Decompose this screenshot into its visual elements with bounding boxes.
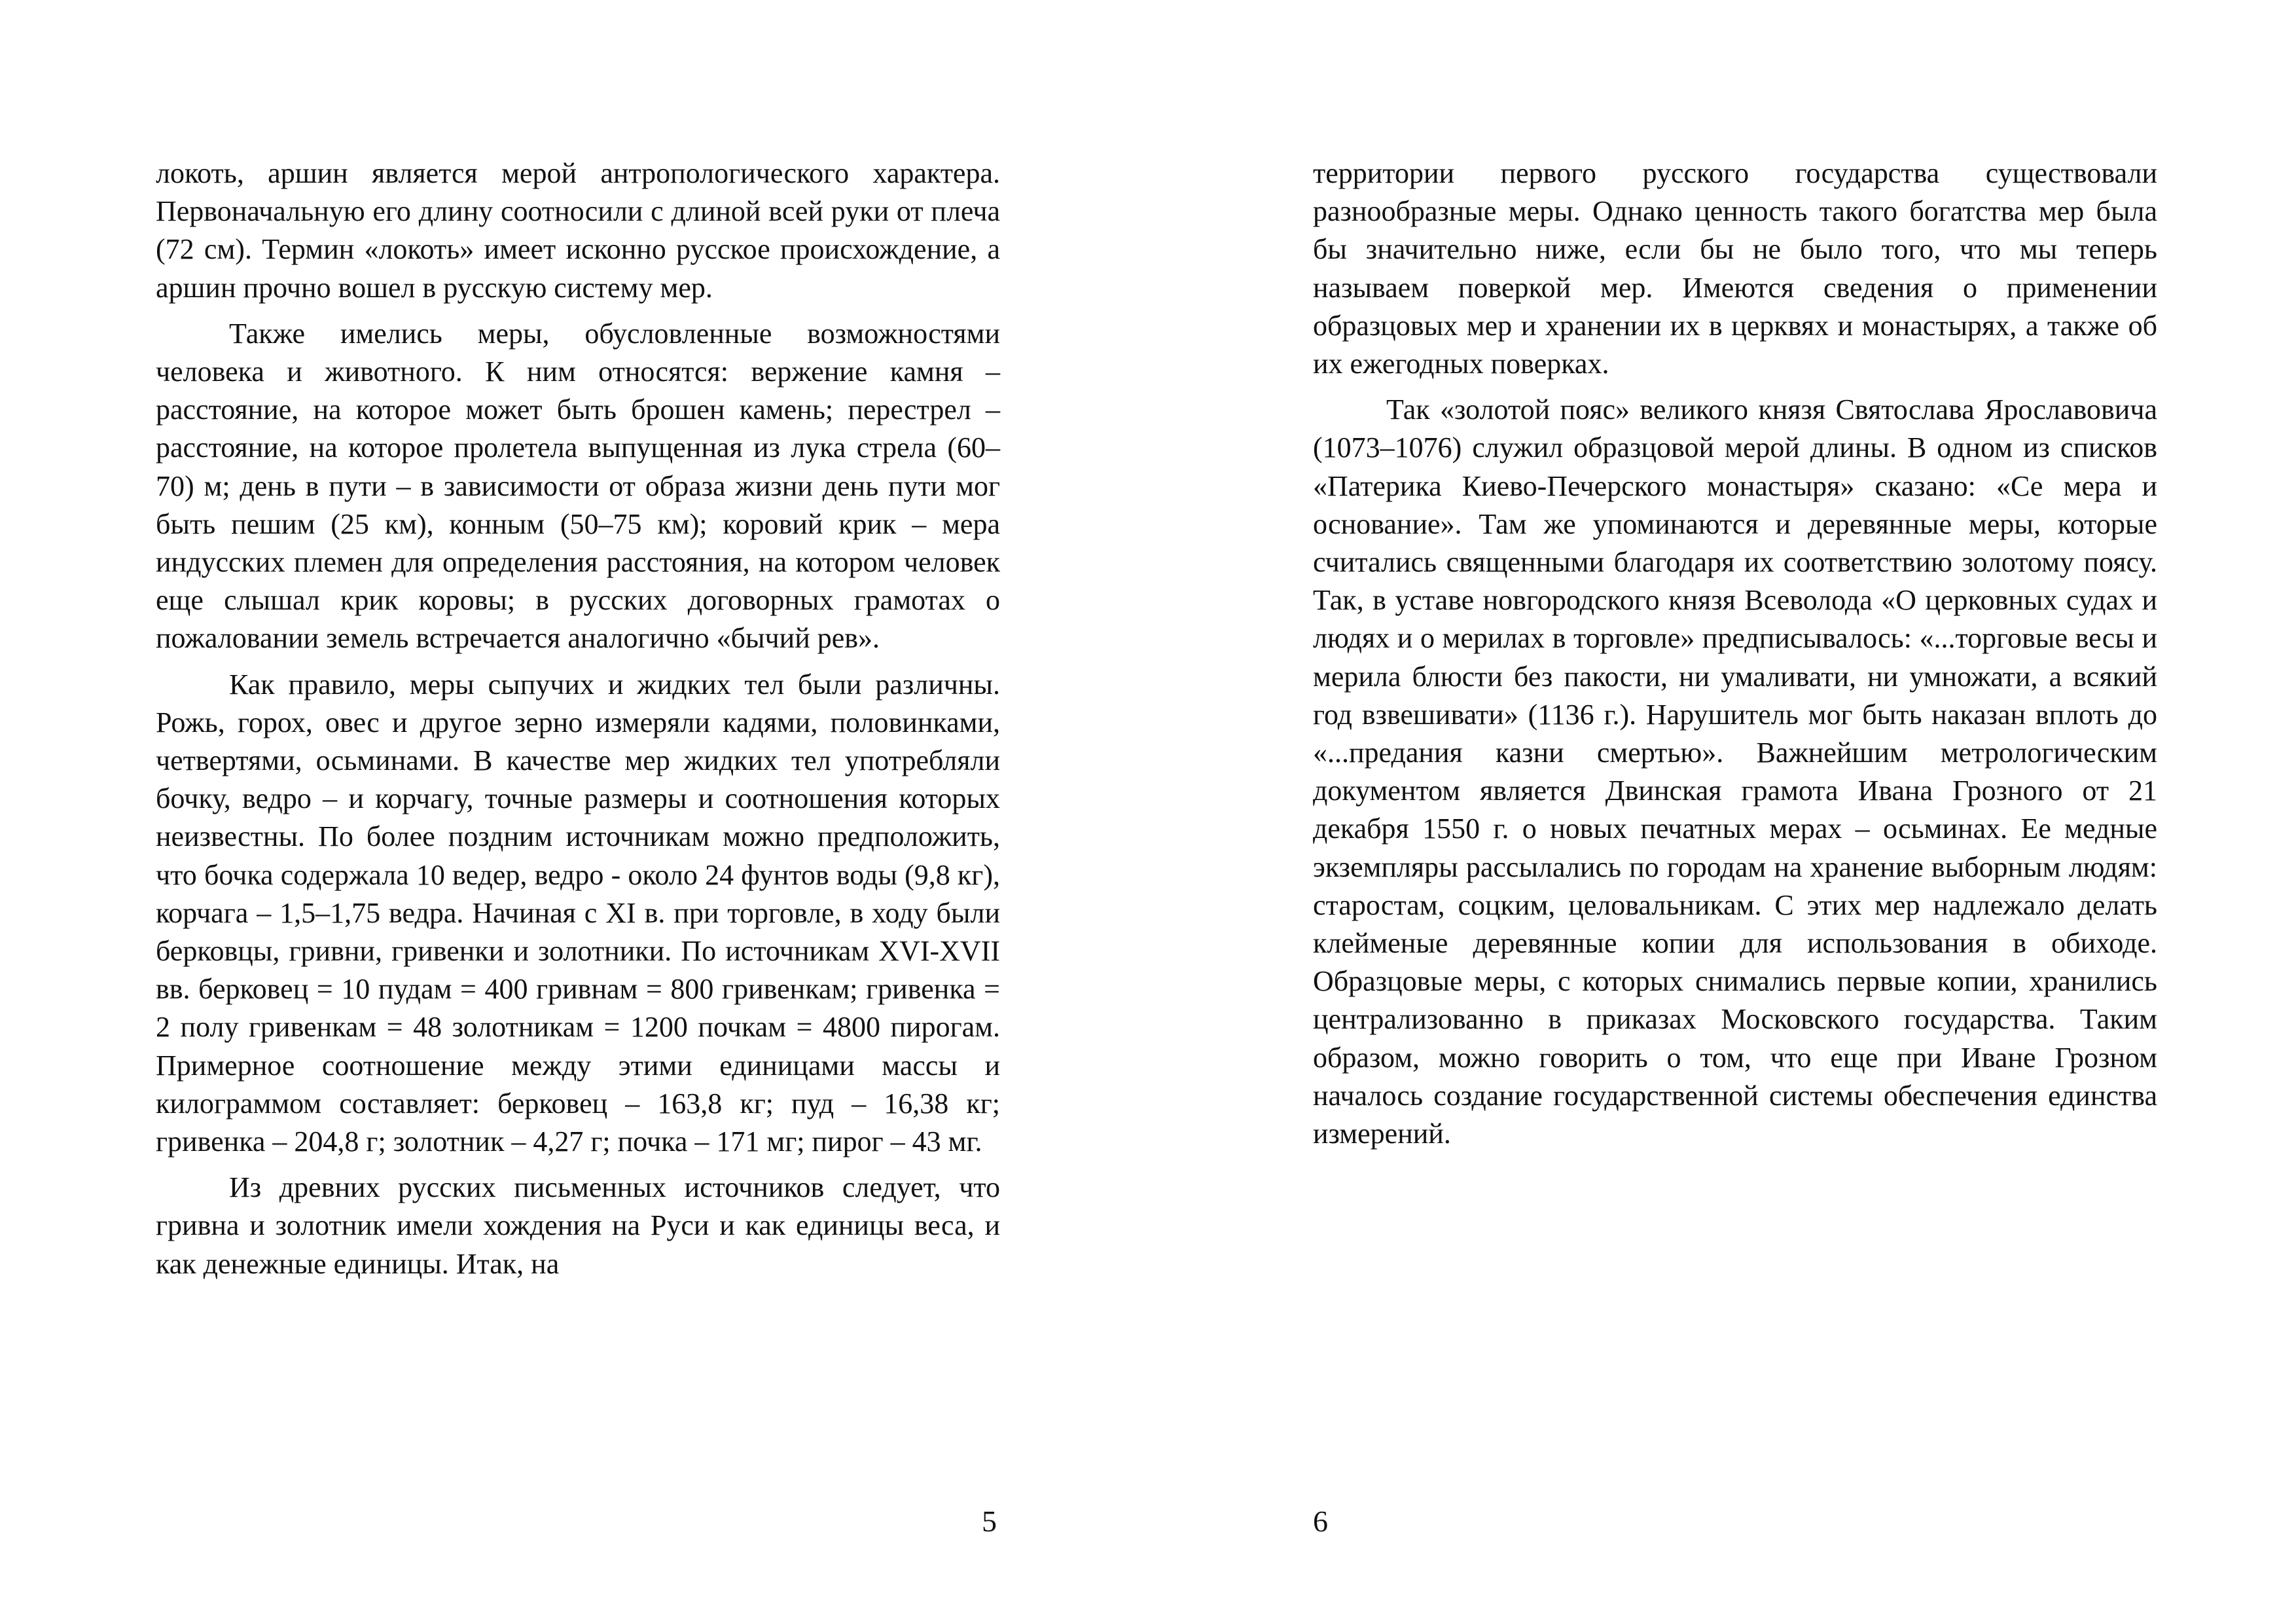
right-page-text — [1313, 155, 2157, 1161]
page-number: 6 — [1313, 1504, 1328, 1538]
right-page — [1148, 0, 2296, 1623]
paragraph: Так «золотой пояс» великого князя Святослава Ярославовича (1073–1076) служил образцовой мерой длины. В одном из списков «Патерика Киево-Печерского монастыря» сказано: «Се мера и основание». Там же упоминаются и деревянные меры, которые считались священными благодаря их соответствию золотому поясу. Так, в уставе новгородского князя Всеволода «О церковных судах и людях и о мерилах в торговле» предписывалось: «...торговые весы и мерила блюсти без пакости, ни умаливати, ни умножати, а всякий год взвешивати» (1136 г.). Нарушитель мог быть наказан вплоть до «...предания казни смертью». Важнейшим метрологическим документом является Двинская грамота Ивана Грозного от 21 декабря 1550 г. о новых печатных мерах – осьминах. Ее медные экземпляры рассылались по городам на хранение выборным людям: старостам, соцким, целовальникам. С этих мер надлежало делать клейменые деревянные копии для использования в обиходе. Образцовые меры, с которых снимались первые копии, хранились централизованно в приказах Московского государства. Таким образом, можно говорить о том, что еще при Иване Грозном началось создание государственной системы обеспечения единства измерений. — [1313, 393, 2157, 1150]
paragraph: Также имелись меры, обусловленные возможностями человека и животного. К ним относятся: вержение камня – расстояние, на которое может быть брошен камень; перестрел – расстояние, на которое пролетела выпущенная из лука стрела (60– 70) м; день в пути – в зависимости от образа жизни день пути мог быть пешим (25 км), конным (50–75 км); коровий крик – мера индусских племен для определения расстояния, на котором человек еще слышал крик коровы; в русских договорных грамотах о пожаловании земель встречается аналогично «бычий рев». — [156, 317, 1000, 655]
paragraph: территории первого русского государства существовали разнообразные меры. Однако ценность такого богатства мер была бы значительно ниже, если бы не было того, что мы теперь называем поверкой мер. Имеются сведения о применении образцовых мер и хранении их в церквях и монастырях, а также об их ежегодных поверках. — [1313, 157, 2157, 380]
paragraph: Как правило, меры сыпучих и жидких тел были различны. Рожь, горох, овес и другое зерно измеряли кадями, половинками, четвертями, осьминами. В качестве мер жидких тел употребляли бочку, ведро – и корчагу, точные размеры и соотношения которых неизвестны. По более поздним источникам можно предположить, что бочка содержала 10 ведер, ведро - около 24 фунтов воды (9,8 кг), корчага – 1,5–1,75 ведра. Начиная с XI в. при торговле, в ходу были берковцы, гривни, гривенки и золотники. По источникам XVI-XVII вв. берковец = 10 пудам = 400 гривнам = 800 гривенкам; гривенка = 2 полу гривенкам = 48 золотникам = 1200 почкам = 4800 пирогам. Примерное соотношение между этими единицами массы и килограммом составляет: берковец – 163,8 кг; пуд – 16,38 кг; гривенка – 204,8 г; золотник – 4,27 г; почка – 171 мг; пирог – 43 мг. — [156, 668, 1000, 1158]
page-number: 5 — [982, 1504, 997, 1538]
paragraph: локоть, аршин является мерой антропологического характера. Первоначальную его длину соотносили с длиной всей руки от плеча (72 см). Термин «локоть» имеет исконно русское происхождение, а аршин прочно вошел в русскую систему мер. — [156, 157, 1000, 304]
left-page-text — [156, 155, 1000, 1291]
paragraph: Из древних русских письменных источников следует, что гривна и золотник имели хождения на Руси и как единицы веса, и как денежные единицы. Итак, на — [156, 1171, 1000, 1280]
